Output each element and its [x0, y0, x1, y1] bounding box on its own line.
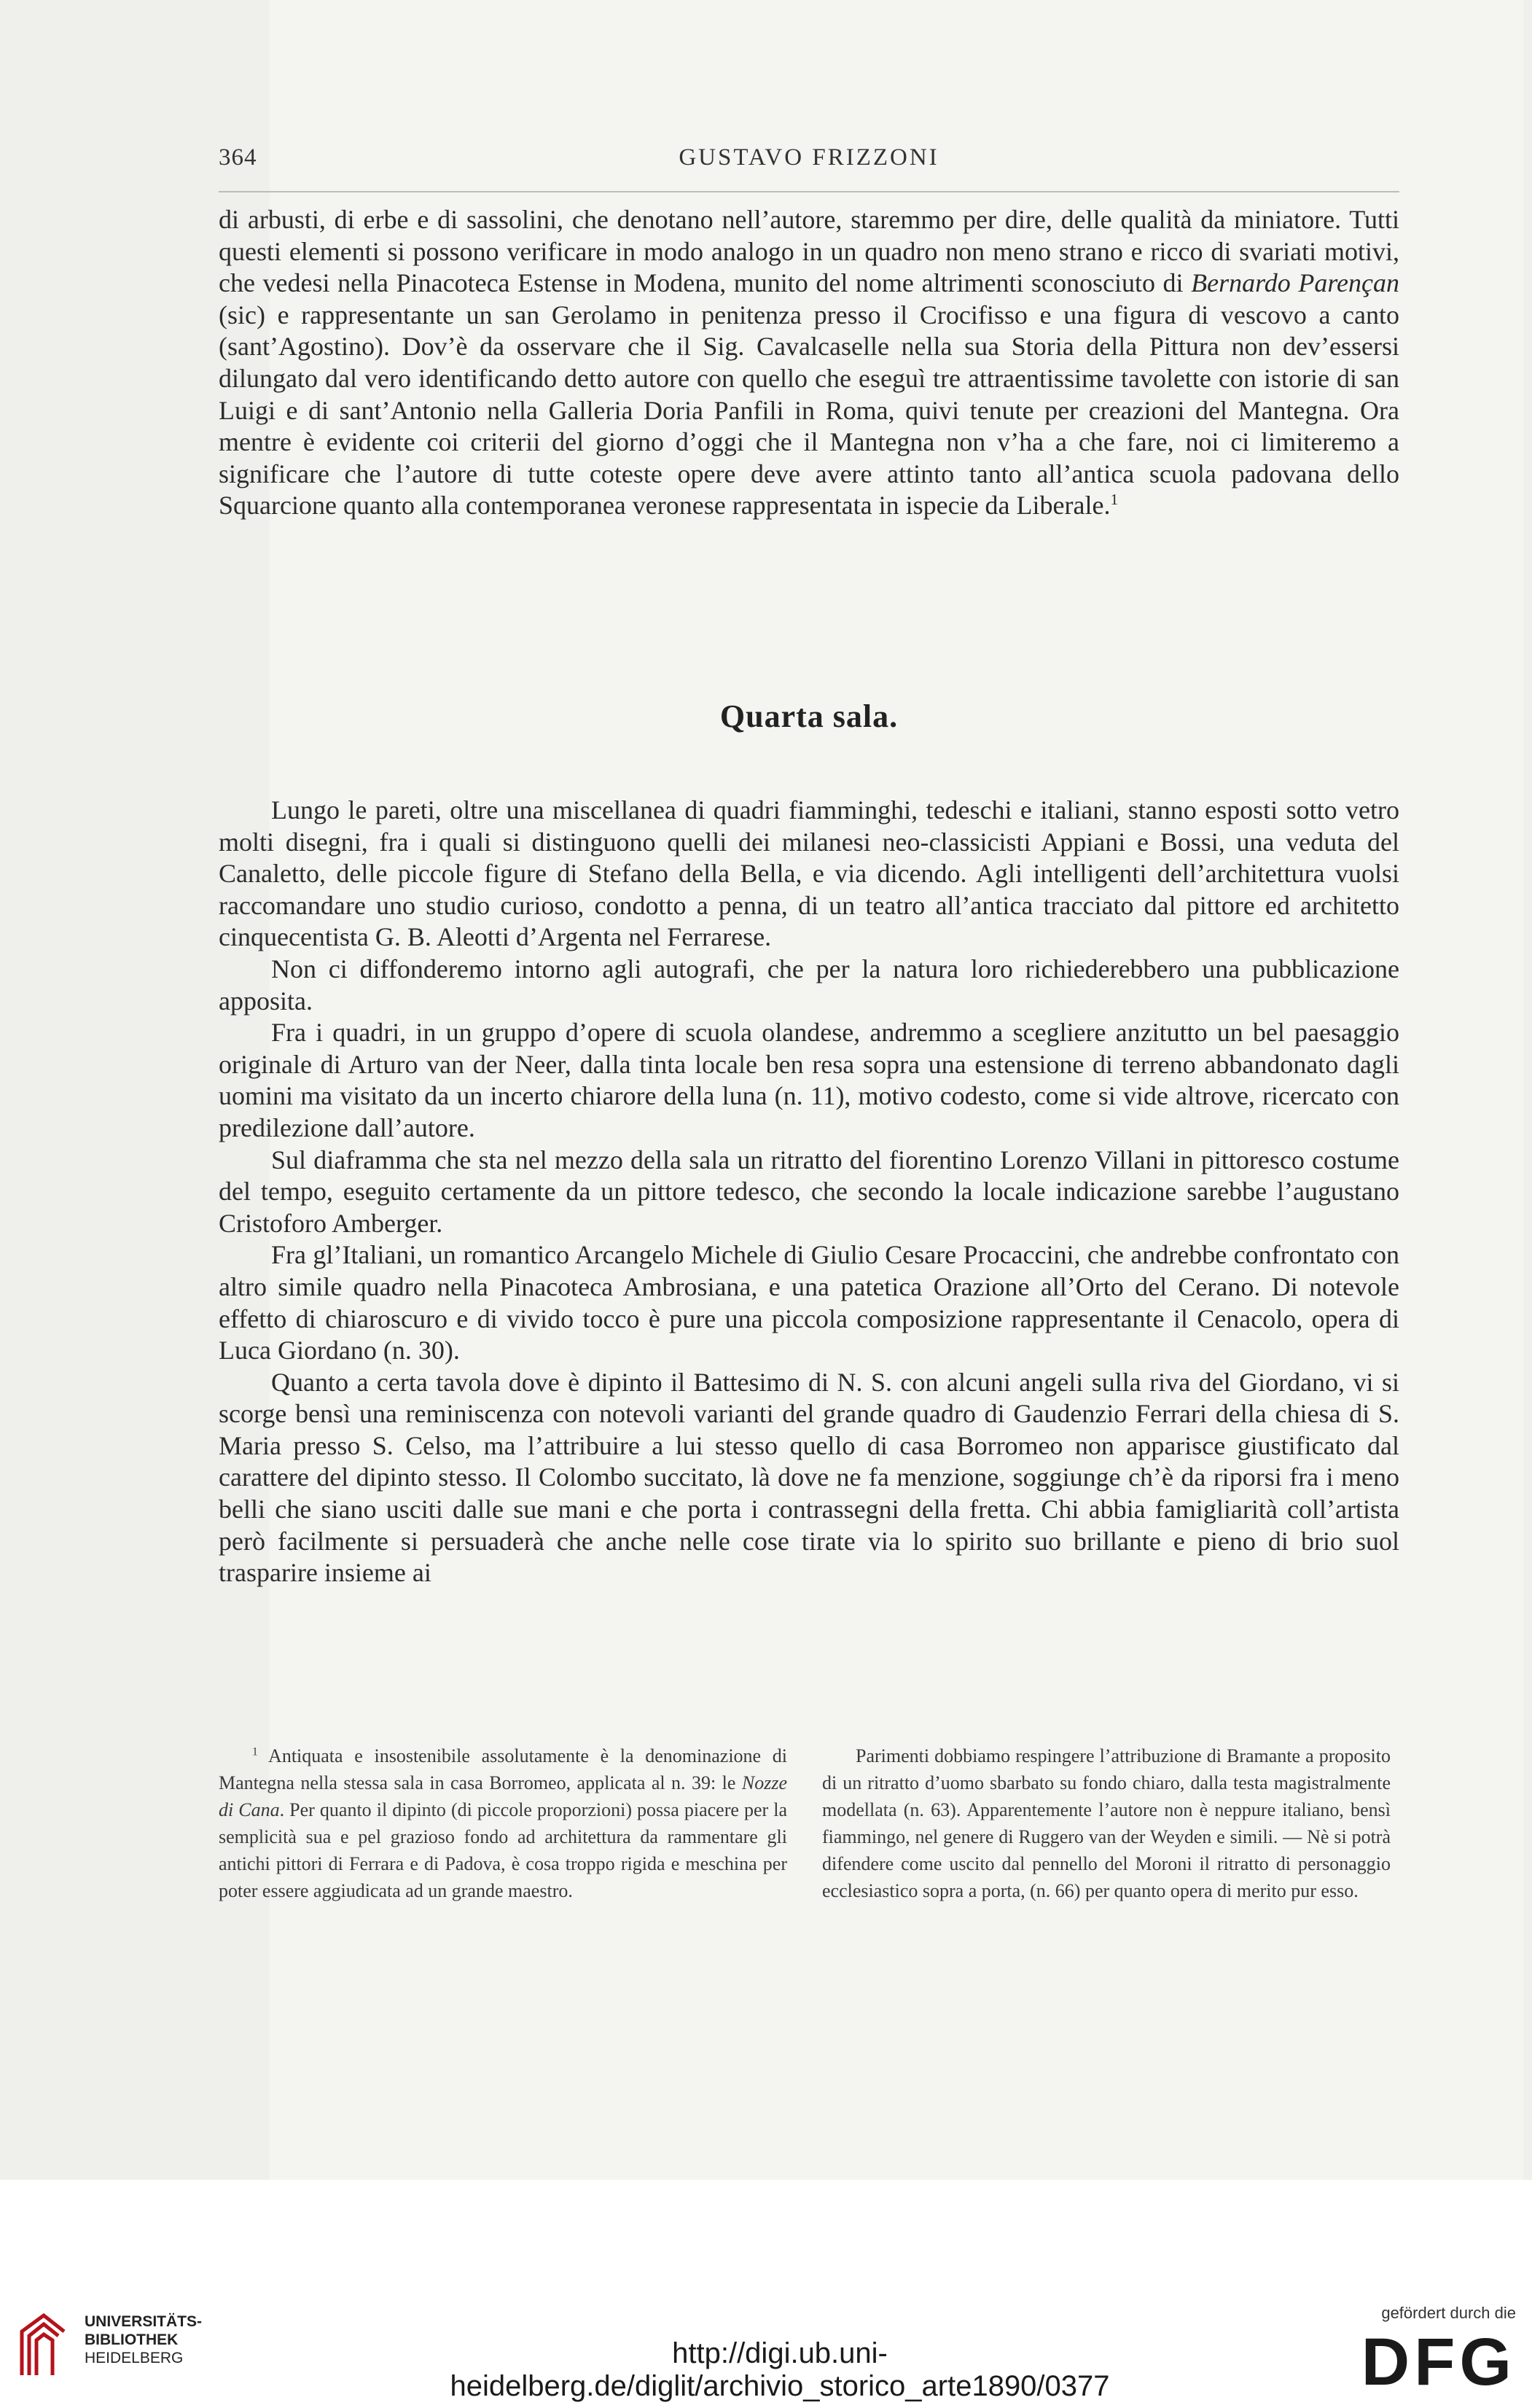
page-number: 364	[219, 144, 257, 171]
permalink-url[interactable]: http://digi.ub.uni-heidelberg.de/diglit/archivio_storico_arte1890/0377	[450, 2337, 1110, 2402]
library-logo-icon	[15, 2310, 71, 2381]
paragraph: Lungo le pareti, oltre una miscellanea di quadri fiamminghi, tedeschi e italiani, stanno esposti sotto vetro molti disegni, fra i quali si distinguono quelli dei milanesi neo-classicisti Appiani e Bossi, una veduta del Canaletto, delle piccole figure di Stefano della Bella, e via dicendo. Agli intelligenti dell’architettura vuolsi raccomandare uno studio curioso, condotto a penna, di un teatro all’antica tracciato dal pittore ed architetto cinquecentista G. B. Aleotti d’Argenta nel Ferrarese.	[219, 795, 1399, 952]
library-name-line1: UNIVERSITÄTS-	[85, 2313, 203, 2330]
intro-text-part1: di arbusti, di erbe e di sassolini, che denotano nell’autore, staremmo per dire, delle qualità da miniatore. Tutti questi elementi si possono verificare in modo analogo in un quadro non meno strano e ricco di svariati motivi, che vedesi nella Pinacoteca Estense in Modena, munito del nome altrimenti sconosciuto di	[219, 205, 1399, 298]
intro-italic-name: Bernardo Parençan	[1191, 268, 1399, 298]
footnote-text	[219, 1742, 787, 1904]
running-header	[219, 144, 1399, 181]
paragraph: Fra gl’Italiani, un romantico Arcangelo Michele di Giulio Cesare Procaccini, che andrebbe confrontato con altro simile quadro nella Pinacoteca Ambrosiana, e una patetica Orazione all’Orto del Cerano. Di notevole effetto di chiaroscuro e di vivido tocco è pure una piccola composizione rappresentante il Cenacolo, opera di Luca Giordano (n. 30).	[219, 1240, 1399, 1365]
paragraph: Non ci diffonderemo intorno agli autografi, che per la natura loro richiederebbero una pubblicazione apposita.	[219, 954, 1399, 1016]
header-rule	[219, 191, 1399, 192]
section-text-block	[219, 795, 1399, 1589]
footnote-right-column	[822, 1742, 1391, 1904]
section-title: Quarta sala.	[719, 698, 899, 734]
paragraph: Quanto a certa tavola dove è dipinto il Battesimo di N. S. con alcuni angeli sulla riva del Giordano, vi si scorge bensì una reminiscenza con notevoli varianti del grande quadro di Gaudenzio Ferrari della chiesa di S. Maria presso S. Celso, ma l’attribuire a lui stesso quello di casa Borromeo non apparisce giustificato dal carattere del dipinto stesso. Il Colombo succitato, là dove ne fa menzione, soggiunge ch’è da riporsi fra i meno belli che siano usciti dalle sue mani e che porta i contrassegni della fretta. Chi abbia famigliarità coll’artista però facilmente si persuaderà che anche nelle cose tirate via lo spirito suo brillante e pieno di brio suol trasparire insieme ai	[219, 1367, 1399, 1588]
footnote-left-column	[219, 1742, 787, 1904]
intro-text-part2: (sic) e rappresentante un san Gerolamo in penitenza presso il Crocifisso e una figura di vescovo a canto (sant’Agostino). Dov’è da osservare che il Sig. Cavalcaselle nella sua Storia della Pittura non dev’essersi dilungato dal vero identificando detto autore con quello che eseguì tre attraentissime tavolette con istorie di san Luigi e di sant’Antonio nella Galleria Doria Panfili in Roma, quivi tenute per creazioni del Mantegna. Ora mentre è evidente coi criterii del giorno d’oggi che il Mantegna non v’ha a che fare, noi ci limiteremo a significare che l’autore di tutte coteste opere deve avere attinto tanto all’antica scuola padovana dello Squarcione quanto alla contemporanea veronese rappresentata in ispecie da Liberale.	[219, 300, 1399, 521]
library-logo-text	[85, 2312, 202, 2367]
running-head-author: GUSTAVO FRIZZONI	[679, 144, 939, 171]
intro-text-block	[219, 204, 1399, 522]
intro-paragraph	[219, 204, 1399, 522]
footnote-marker: 1	[252, 1745, 258, 1758]
library-name-line3: HEIDELBERG	[85, 2350, 184, 2366]
footnote-text-part2: . Per quanto il dipinto (di piccole proporzioni) possa piacere per la semplicità sua e pel grazioso fondo ad architettura da rammentare gli antichi pittori di Ferrara e di Padova, è cosa troppo rigida e meschina per poter essere aggiudicata ad un grande maestro.	[219, 1799, 787, 1901]
footnote-italic-title: Nozze di Cana	[219, 1772, 787, 1820]
footnote-continuation: Parimenti dobbiamo respingere l’attribuzione di Bramante a proposito di un ritratto d’uomo sbarbato su fondo chiaro, dalla testa magistralmente modellata (n. 63). Apparentemente l’autore non è neppure italiano, bensì fiammingo, nel genere di Ruggero van der Weyden e simili. — Nè si potrà difendere come uscito dal pennello del Moroni il ritratto di personaggio ecclesiastico sopra a porta, (n. 66) per quanto opera di merito pur esso.	[822, 1745, 1391, 1901]
paragraph: Fra i quadri, in un gruppo d’opere di scuola olandese, andremmo a scegliere anzitutto un bel paesaggio originale di Arturo van der Neer, dalla tinta locale ben resa sopra una estensione di terreno abbandonato dagli uomini ma visitato da un incerto chiarore della luna (n. 11), motivo codesto, come si vide altrove, ricercato con predilezione dall’autore.	[219, 1018, 1399, 1142]
paragraph: Sul diaframma che sta nel mezzo della sala un ritratto del fiorentino Lorenzo Villani in pittoresco costume del tempo, eseguito certamente da un pittore tedesco, che secondo la locale indicazione sarebbe l’augustano Cristoforo Amberger.	[219, 1145, 1399, 1238]
funded-by-label: gefördert durch die	[1381, 2304, 1516, 2322]
library-name-line2: BIBLIOTHEK	[85, 2331, 179, 2348]
footnote-text-part1: Antiquata e insostenibile assolutamente è la denominazione di Mantegna nella stessa sala in casa Borromeo, applicata al n. 39: le	[219, 1745, 787, 1793]
dfg-logo: DFG	[1361, 2325, 1516, 2399]
footnote-reference[interactable]: 1	[1110, 491, 1119, 509]
